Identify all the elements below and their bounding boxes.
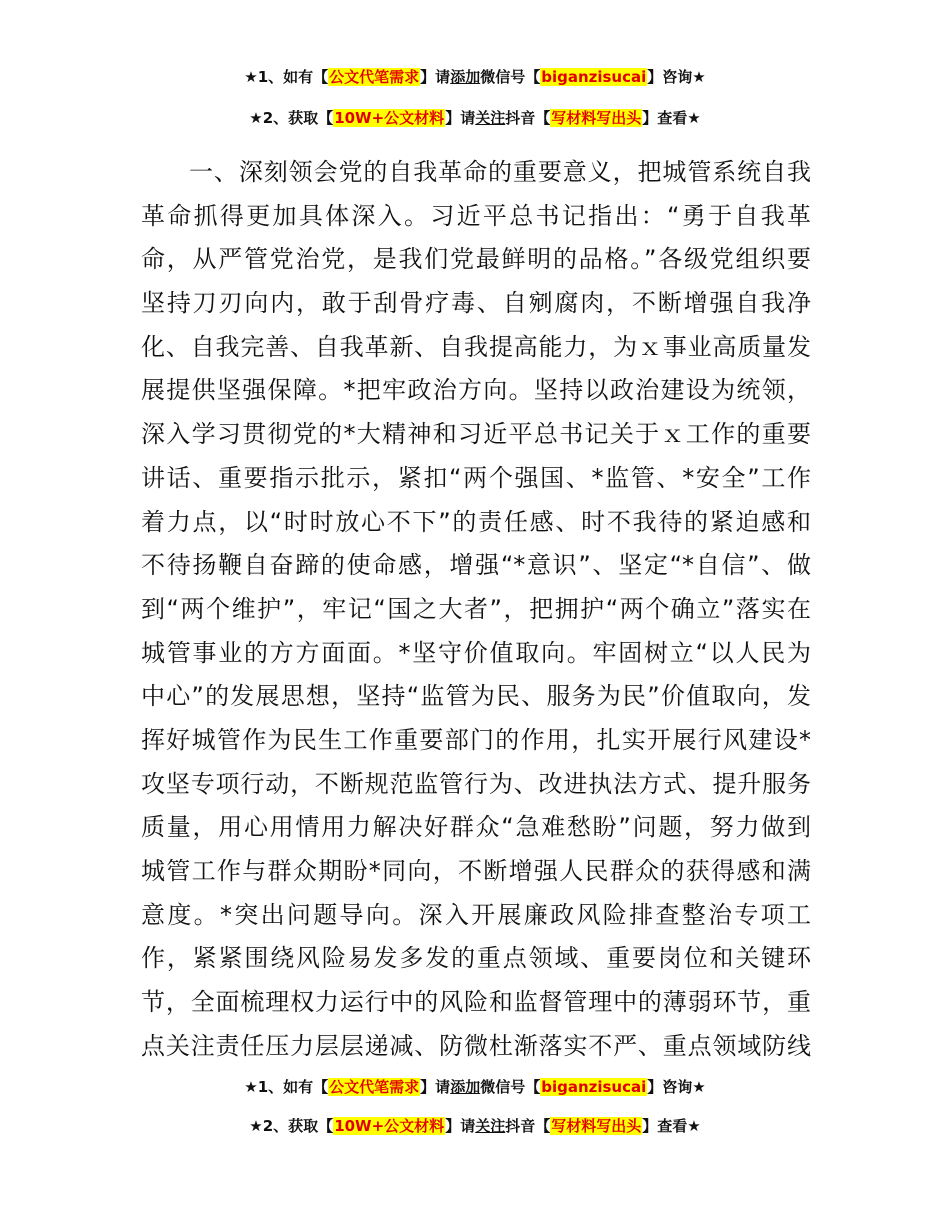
- follow-underlined: 关注: [475, 109, 506, 127]
- banner-bottom-line-2: [0, 1115, 950, 1137]
- add-underlined: 添加: [450, 1078, 481, 1096]
- banner-top-line-2: [0, 107, 950, 129]
- wechat-id-highlight: biganzisucai: [541, 1078, 647, 1096]
- add-underlined: 添加: [450, 68, 481, 86]
- body-line: 点关注责任压力层层递减、防微杜渐落实不严、重点领域防线: [141, 1031, 811, 1060]
- body-line: 攻坚专项行动，不断规范监管行为、改进执法方式、提升服务: [141, 769, 811, 798]
- banner-bottom-line-1: [0, 1076, 950, 1098]
- body-line: 到“两个维护”，牢记“国之大者”，把拥护“两个确立”落实在: [141, 594, 811, 623]
- body-line: 作，紧紧围绕风险易发多发的重点领域、重要岗位和关键环: [141, 944, 811, 973]
- body-line: 革命抓得更加具体深入。习近平总书记指出：“勇于自我革: [141, 201, 811, 230]
- banner-text: 】请: [445, 109, 476, 127]
- banner-text: ★1、如有【: [244, 1078, 329, 1096]
- banner-text: 抖音【: [505, 109, 551, 127]
- banner-text: ★2、获取【: [249, 1117, 334, 1135]
- body-line: 化、自我完善、自我革新、自我提高能力，为ｘ事业高质量发: [141, 332, 811, 361]
- banner-text: 】咨询★: [647, 1078, 706, 1096]
- follow-underlined: 关注: [475, 1117, 506, 1135]
- body-line: 中心”的发展思想，坚持“监管为民、服务为民”价值取向，发: [141, 682, 811, 711]
- banner-text: 微信号【: [480, 68, 541, 86]
- ghostwriting-highlight: 公文代笔需求: [329, 1078, 420, 1096]
- ghostwriting-highlight: 公文代笔需求: [329, 68, 420, 86]
- banner-text: 微信号【: [480, 1078, 541, 1096]
- douyin-account-highlight: 写材料写出头: [551, 109, 642, 127]
- materials-highlight: 10W+公文材料: [334, 1117, 445, 1135]
- douyin-account-highlight: 写材料写出头: [551, 1117, 642, 1135]
- banner-text: 】请: [445, 1117, 476, 1135]
- banner-text: 】查看★: [642, 1117, 701, 1135]
- banner-text: 】咨询★: [647, 68, 706, 86]
- banner-text: ★1、如有【: [244, 68, 329, 86]
- body-line: 展提供坚强保障。*把牢政治方向。坚持以政治建设为统领，: [141, 376, 811, 405]
- body-line: 意度。*突出问题导向。深入开展廉政风险排查整治专项工: [141, 900, 811, 929]
- body-line: 讲话、重要指示批示，紧扣“两个强国、*监管、*安全”工作: [141, 463, 811, 492]
- body-line: 命，从严管党治党，是我们党最鲜明的品格。”各级党组织要: [141, 245, 811, 274]
- banner-text: ★2、获取【: [249, 109, 334, 127]
- body-line: 挥好城管作为民生工作重要部门的作用，扎实开展行风建设*: [141, 725, 811, 754]
- document-body: [141, 151, 811, 1068]
- body-line: 不待扬鞭自奋蹄的使命感，增强“*意识”、坚定“*自信”、做: [141, 551, 811, 580]
- banner-text: 】请: [420, 1078, 451, 1096]
- body-line: 坚持刀刃向内，敢于刮骨疗毒、自剜腐肉，不断增强自我净: [141, 289, 811, 318]
- body-line: 深入学习贯彻党的*大精神和习近平总书记关于ｘ工作的重要: [141, 420, 811, 449]
- banner-text: 】查看★: [642, 109, 701, 127]
- body-line: 城管工作与群众期盼*同向，不断增强人民群众的获得感和满: [141, 857, 811, 885]
- body-line: 城管事业的方方面面。*坚守价值取向。牢固树立“以人民为: [141, 638, 811, 667]
- body-line: 一、深刻领会党的自我革命的重要意义，把城管系统自我: [189, 158, 811, 186]
- banner-text: 抖音【: [505, 1117, 551, 1135]
- banner-text: 】请: [420, 68, 451, 86]
- body-line: 着力点，以“时时放心不下”的责任感、时不我待的紧迫感和: [141, 507, 811, 536]
- body-line: 节，全面梳理权力运行中的风险和监督管理中的薄弱环节，重: [141, 988, 811, 1017]
- body-line: 质量，用心用情用力解决好群众“急难愁盼”问题，努力做到: [141, 813, 811, 842]
- materials-highlight: 10W+公文材料: [334, 109, 445, 127]
- wechat-id-highlight: biganzisucai: [541, 68, 647, 86]
- banner-top-line-1: [0, 66, 950, 88]
